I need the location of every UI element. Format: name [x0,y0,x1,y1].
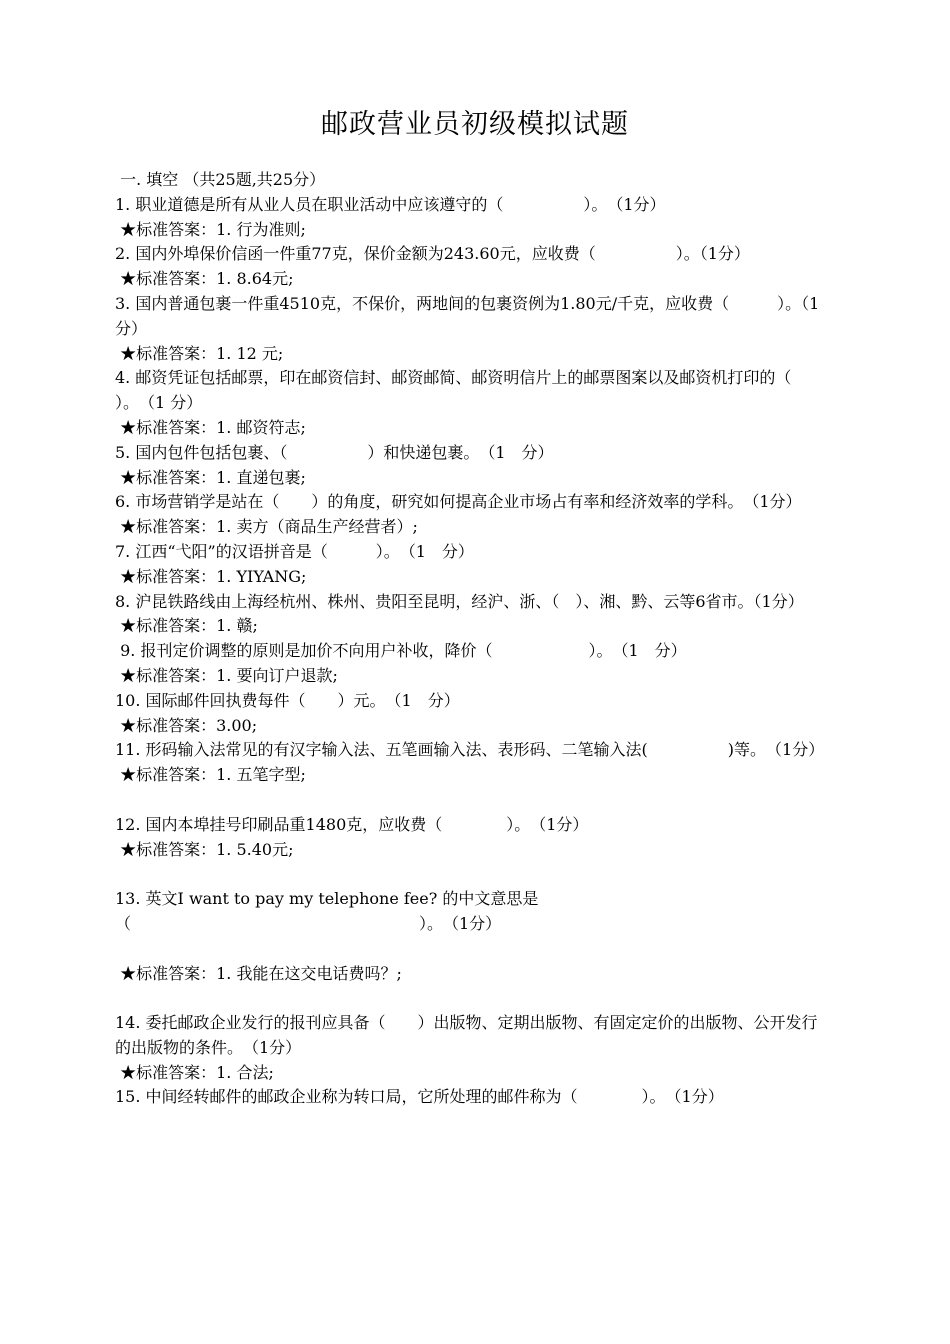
answer-2: ★标准答案：1. 8.64元; [115,269,294,289]
question-15: 15. 中间经转邮件的邮政企业称为转口局，它所处理的邮件称为（ ）。 （1分） [115,1087,724,1107]
blank-line [115,788,825,813]
question-10: 10. 国际邮件回执费每件（ ）元。 （1 分） [115,690,460,710]
question-13-blank: （ ）。 （1分） [115,913,502,933]
answer-1: ★标准答案：1. 行为准则; [115,219,306,239]
answer-12: ★标准答案：1. 5.40元; [115,839,294,859]
question-3: 3. 国内普通包裹一件重4510克，不保价，两地间的包裹资例为1.80元/千克，应收费（ ）。（1分） [115,293,820,338]
page-title: 邮政营业员初级模拟试题 [321,109,629,140]
question-7: 7. 江西“弋阳”的汉语拼音是（ ）。 （1 分） [115,541,474,561]
question-11: 11. 形码输入法常见的有汉字输入法、五笔画输入法、表形码、二笔输入法( )等。 （1分） [115,740,825,760]
answer-10: ★标准答案：3.00; [115,715,258,735]
answer-3: ★标准答案：1. 12 元; [115,343,284,363]
section-heading: 一. 填空 （共25题,共25分） [115,170,326,189]
answer-11: ★标准答案：1. 五笔字型; [115,765,306,785]
question-8: 8. 沪昆铁路线由上海经杭州、株州、贵阳至昆明，经沪、浙、（ ）、湘、黔、云等6省市。（1分） [115,591,804,611]
question-6: 6. 市场营销学是站在（ ）的角度，研究如何提高企业市场占有率和经济效率的学科。 （1分） [115,492,802,512]
answer-4: ★标准答案：1. 邮资符志; [115,417,306,437]
answer-9: ★标准答案：1. 要向订户退款; [115,665,338,685]
answer-14: ★标准答案：1. 合法; [115,1062,274,1082]
answer-13: ★标准答案：1. 我能在这交电话费吗？; [115,963,402,983]
question-13: 13. 英文I want to pay my telephone fee? 的中文意思是 [115,889,539,909]
question-4: 4. 邮资凭证包括邮票，印在邮资信封、邮资邮简、邮资明信片上的邮票图案以及邮资机打印的（ ）。 （1 分） [115,368,856,413]
question-12: 12. 国内本埠挂号印刷品重1480克，应收费（ ）。 （1分） [115,814,589,834]
question-list [115,168,856,1110]
answer-7: ★标准答案：1. YIYANG; [115,566,307,586]
blank-line [115,937,825,962]
answer-6: ★标准答案：1. 卖方（商品生产经营者）; [115,517,418,537]
question-5: 5. 国内包件包括包裹、（ ）和快递包裹。 （1 分） [115,442,554,462]
blank-line [115,986,825,1011]
question-1: 1. 职业道德是所有从业人员在职业活动中应该遵守的（ ）。 （1分） [115,194,666,214]
blank-line [115,862,825,887]
answer-8: ★标准答案：1. 赣; [115,616,258,636]
question-9: 9. 报刊定价调整的原则是加价不向用户补收，降价（ ）。 （1 分） [115,641,687,661]
question-2: 2. 国内外埠保价信函一件重77克，保价金额为243.60元，应收费（ ）。（1分） [115,244,750,264]
question-14: 14. 委托邮政企业发行的报刊应具备（ ）出版物、定期出版物、有固定定价的出版物、公开发行的出版物的条件。 （1分） [115,1013,818,1057]
answer-5: ★标准答案：1. 直递包裹; [115,467,306,487]
